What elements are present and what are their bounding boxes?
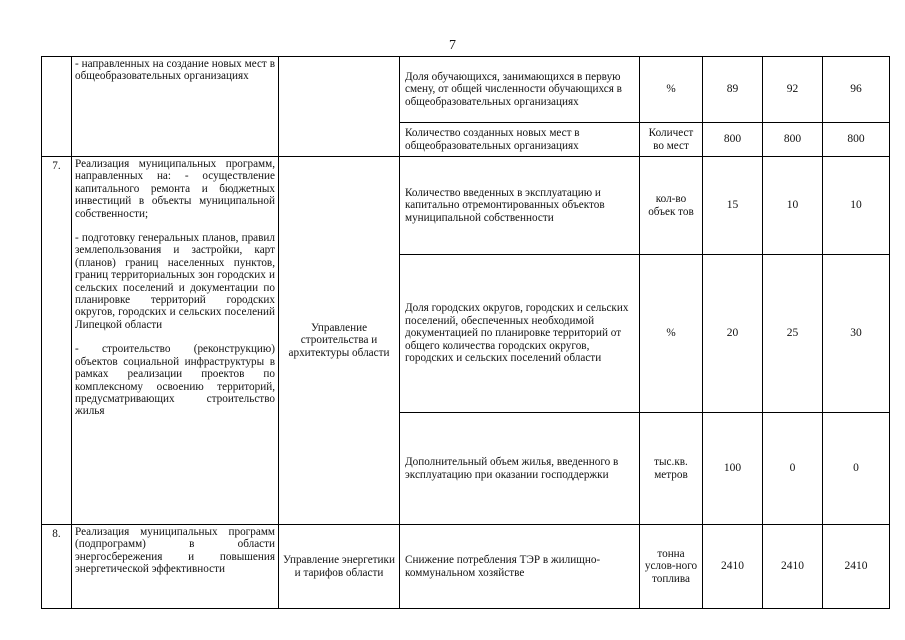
indicator-unit: тонна услов-ного топлива	[640, 525, 703, 609]
value-year-2: 0	[763, 413, 823, 525]
executor-cell: Управление строительства и архитектуры области	[279, 157, 400, 525]
value-year-3: 30	[823, 255, 890, 413]
table-row	[42, 525, 890, 609]
value-year-1: 20	[703, 255, 763, 413]
value-year-2: 2410	[763, 525, 823, 609]
value-year-3: 2410	[823, 525, 890, 609]
value-year-1: 800	[703, 123, 763, 157]
row-number: 7.	[42, 157, 72, 525]
executor-cell: Управление энергетики и тарифов области	[279, 525, 400, 609]
indicator-unit: кол-во объек тов	[640, 157, 703, 255]
value-year-3: 800	[823, 123, 890, 157]
row-number	[42, 57, 72, 157]
value-year-1: 15	[703, 157, 763, 255]
indicator-unit: тыс.кв. метров	[640, 413, 703, 525]
table-row	[42, 57, 890, 123]
measure-cell	[72, 157, 279, 525]
page-number: 7	[449, 38, 456, 53]
indicator-name: Дополнительный объем жилья, введенного в эксплуатацию при оказании господдержки	[400, 413, 640, 525]
value-year-1: 89	[703, 57, 763, 123]
value-year-3: 10	[823, 157, 890, 255]
measure-text: - строительство (реконструкцию) объектов социальной инфраструктуры в рамках реализации проектов по комплексному освоению территорий, предусматривающих строительство жилья	[75, 343, 275, 418]
value-year-1: 100	[703, 413, 763, 525]
program-table	[41, 56, 890, 609]
value-year-2: 25	[763, 255, 823, 413]
value-year-2: 800	[763, 123, 823, 157]
measure-cell	[72, 525, 279, 609]
indicator-unit: %	[640, 57, 703, 123]
value-year-1: 2410	[703, 525, 763, 609]
table-row	[42, 157, 890, 255]
indicator-name: Количество введенных в эксплуатацию и капитально отремонтированных объектов муниципальной собственности	[400, 157, 640, 255]
value-year-2: 10	[763, 157, 823, 255]
indicator-name: Доля городских округов, городских и сельских поселений, обеспеченных необходимой документацией по планировке территорий от общего количества городских округов, городских и сельских поселений области	[400, 255, 640, 413]
measure-text: Реализация муниципальных программ (подпрограмм) в области энергосбережения и повышения энергетической эффективности	[75, 526, 275, 576]
indicator-unit: %	[640, 255, 703, 413]
indicator-unit: Количест во мест	[640, 123, 703, 157]
indicator-name: Количество созданных новых мест в общеобразовательных организациях	[400, 123, 640, 157]
measure-text: - направленных на создание новых мест в общеобразовательных организациях	[75, 58, 275, 83]
indicator-name: Снижение потребления ТЭР в жилищно-коммунальном хозяйстве	[400, 525, 640, 609]
row-number: 8.	[42, 525, 72, 609]
executor-cell	[279, 57, 400, 157]
value-year-3: 0	[823, 413, 890, 525]
measure-text: - подготовку генеральных планов, правил землепользования и застройки, карт (планов) границ населенных пунктов, границ территориальных зон городских и сельских поселений и документации по планировке территорий городских округов, городских и сельских поселений Липецкой области	[75, 232, 275, 331]
indicator-name: Доля обучающихся, занимающихся в первую смену, от общей численности обучающихся в общеобразовательных организациях	[400, 57, 640, 123]
measure-cell	[72, 57, 279, 157]
value-year-2: 92	[763, 57, 823, 123]
measure-text: Реализация муниципальных программ, направленных на: - осуществление капитального ремонта и бюджетных инвестиций в объекты муниципальной собственности;	[75, 158, 275, 220]
value-year-3: 96	[823, 57, 890, 123]
